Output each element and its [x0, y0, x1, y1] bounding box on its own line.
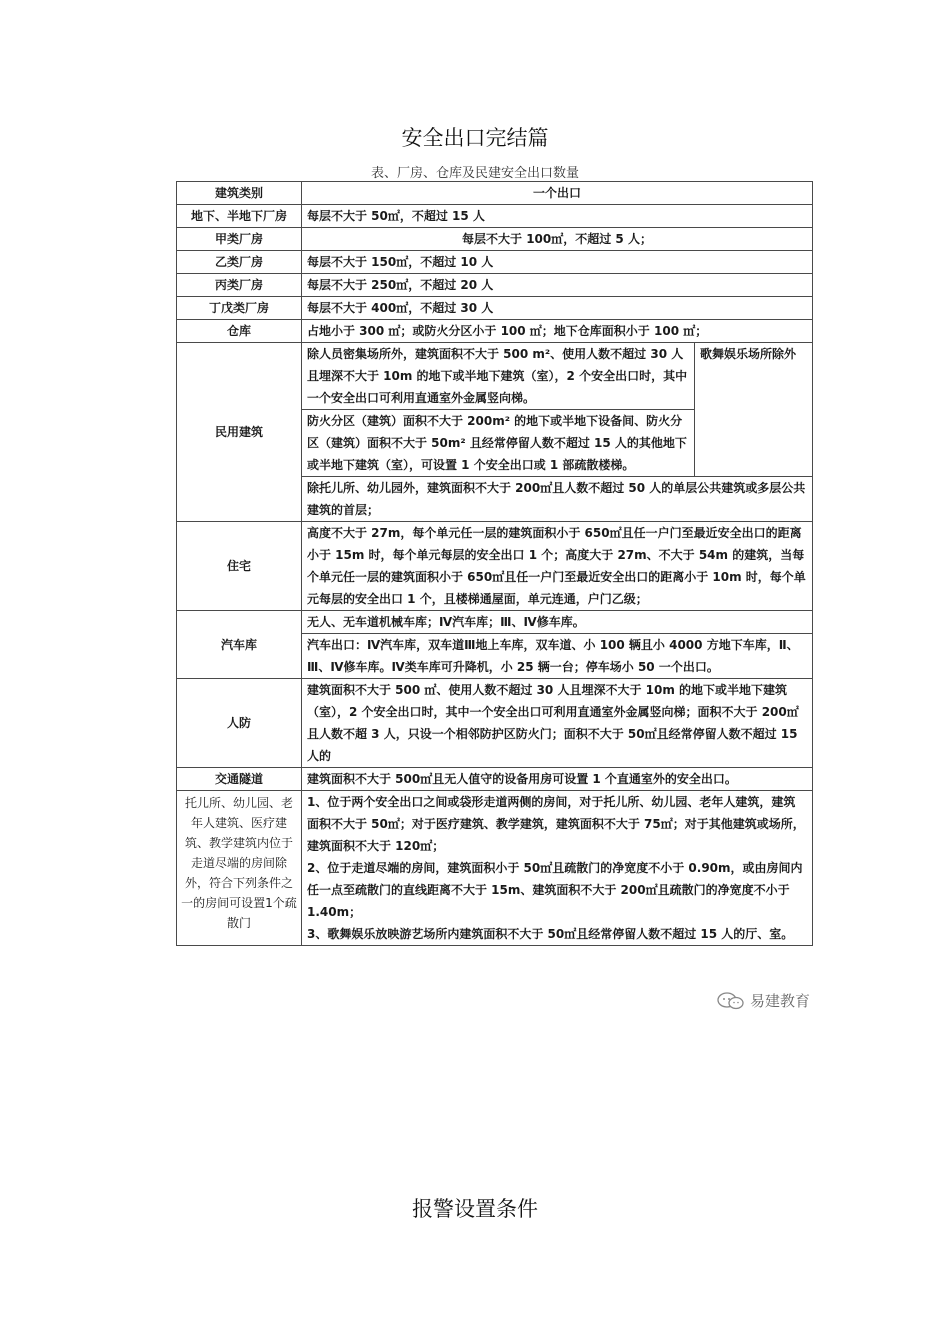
wechat-icon: [716, 992, 746, 1010]
row-desc: 每层不大于 250㎡，不超过 20 人: [302, 274, 813, 297]
row-desc: 每层不大于 50㎡，不超过 15 人: [302, 205, 813, 228]
table-row: [177, 679, 813, 768]
watermark: [716, 990, 810, 1011]
row-category: 仓库: [177, 320, 302, 343]
table-row: [177, 320, 813, 343]
watermark-text: 易建教育: [750, 992, 811, 1010]
table-row: [177, 522, 813, 611]
row-desc: 防火分区（建筑）面积不大于 200m² 的地下或半地下设备间、防火分区（建筑）面积不大于 50m² 且经常停留人数不超过 15 人的其他地下或半地下建筑（室），可设置 1 个安全出口或 1 部疏散楼梯。: [302, 410, 695, 477]
row-desc: 除人员密集场所外，建筑面积不大于 500 m²、使用人数不超过 30 人且埋深不大于 10m 的地下或半地下建筑（室），2 个安全出口时，其中一个安全出口可利用直通室外金属竖向梯。: [302, 343, 695, 410]
row-note: 歌舞娱乐场所除外: [695, 343, 813, 477]
row-desc: 建筑面积不大于 500㎡且无人值守的设备用房可设置 1 个直通室外的安全出口。: [302, 768, 813, 791]
row-desc: 无人、无车道机械车库；Ⅳ汽车库；Ⅲ、Ⅳ修车库。: [302, 611, 813, 634]
row-category: 乙类厂房: [177, 251, 302, 274]
row-category: 住宅: [177, 522, 302, 611]
row-category: 甲类厂房: [177, 228, 302, 251]
row-desc-item: 2、位于走道尽端的房间，建筑面积小于 50㎡且疏散门的净宽度不小于 0.90m，或由房间内任一点至疏散门的直线距离不大于 15m、建筑面积不大于 200㎡且疏散门的净宽度不小于 1.40m；: [307, 861, 803, 919]
row-desc: 每层不大于 150㎡，不超过 10 人: [302, 251, 813, 274]
table-caption: 表、厂房、仓库及民建安全出口数量: [370, 166, 579, 181]
row-category: 交通隧道: [177, 768, 302, 791]
table-row: [177, 791, 813, 946]
table-row: [177, 205, 813, 228]
row-desc-item: 1、位于两个安全出口之间或袋形走道两侧的房间，对于托儿所、幼儿园、老年人建筑，建筑面积不大于 50㎡；对于医疗建筑、教学建筑，建筑面积不大于 75㎡；对于其他建筑或场所，建筑面积不大于 120㎡；: [307, 795, 805, 853]
page-title: 安全出口完结篇: [401, 126, 549, 150]
section-title: 报警设置条件: [412, 1197, 538, 1221]
table-row: [177, 251, 813, 274]
row-desc: [302, 791, 813, 946]
table-row: [177, 343, 813, 410]
row-category: 地下、半地下厂房: [177, 205, 302, 228]
row-category: 丙类厂房: [177, 274, 302, 297]
table-row: [177, 297, 813, 320]
table-row: [177, 274, 813, 297]
header-category: 建筑类别: [177, 182, 302, 205]
row-desc: 每层不大于 100㎡，不超过 5 人；: [302, 228, 813, 251]
row-desc: 建筑面积不大于 500 ㎡、使用人数不超过 30 人且埋深不大于 10m 的地下或半地下建筑（室），2 个安全出口时，其中一个安全出口可利用直通室外金属竖向梯；面积不大于 200㎡且人数不超 3 人，只设一个相邻防护区防火门；面积不大于 50㎡且经常停留人数不超过 15 人的: [302, 679, 813, 768]
header-one-exit: 一个出口: [302, 182, 813, 205]
table-row: [177, 768, 813, 791]
exit-table: [176, 181, 812, 946]
row-category: 民用建筑: [177, 343, 302, 522]
row-desc-item: 3、歌舞娱乐放映游艺场所内建筑面积不大于 50㎡且经常停留人数不超过 15 人的厅、室。: [307, 927, 794, 941]
table-row: [177, 228, 813, 251]
row-desc: 汽车出口：Ⅳ汽车库，双车道Ⅲ地上车库，双车道、小 100 辆且小 4000 方地下车库，Ⅱ、Ⅲ、Ⅳ修车库。Ⅳ类车库可升降机，小 25 辆一台；停车场小 50 一个出口。: [302, 634, 813, 679]
table-header-row: [177, 182, 813, 205]
row-desc: 每层不大于 400㎡，不超过 30 人: [302, 297, 813, 320]
row-desc: 除托儿所、幼儿园外，建筑面积不大于 200㎡且人数不超过 50 人的单层公共建筑或多层公共建筑的首层；: [302, 477, 813, 522]
row-category: 托儿所、幼儿园、老年人建筑、医疗建筑、教学建筑内位于走道尽端的房间除外，符合下列条件之一的房间可设置1个疏散门: [177, 791, 302, 946]
row-desc: 高度不大于 27m，每个单元任一层的建筑面积小于 650㎡且任一户门至最近安全出口的距离小于 15m 时，每个单元每层的安全出口 1 个；高度大于 27m、不大于 54m 的建筑，当每个单元任一层的建筑面积小于 650㎡且任一户门至最近安全出口的距离小于 10m 时，每个单元每层的安全出口 1 个，且楼梯通屋面，单元连通，户门乙级；: [302, 522, 813, 611]
row-category: 丁戊类厂房: [177, 297, 302, 320]
row-category: 人防: [177, 679, 302, 768]
row-category: 汽车库: [177, 611, 302, 679]
table-row: [177, 611, 813, 634]
row-desc: 占地小于 300 ㎡；或防火分区小于 100 ㎡；地下仓库面积小于 100 ㎡；: [302, 320, 813, 343]
